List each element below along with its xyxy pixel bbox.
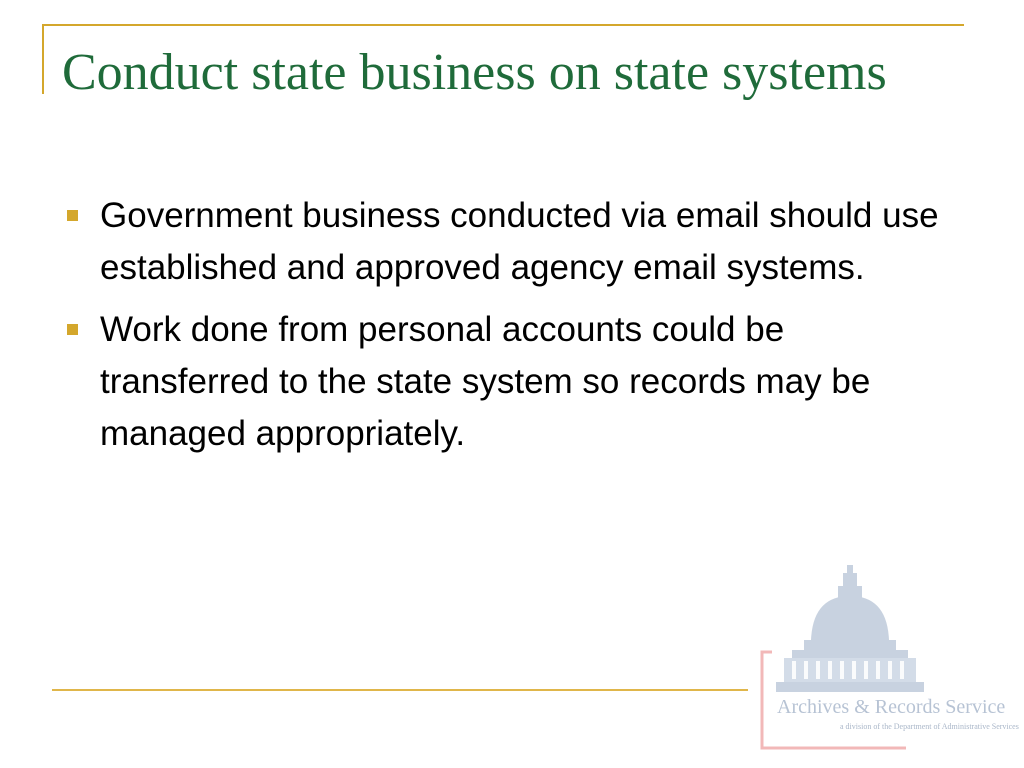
bullet-text: Government business conducted via email should use established and approved agency email systems. bbox=[100, 196, 939, 287]
frame-left-rule bbox=[42, 24, 44, 94]
logo-name: Archives & Records Service bbox=[777, 696, 1006, 718]
frame-top-rule bbox=[42, 24, 964, 26]
bullet-text: Work done from personal accounts could be transferred to the state system so records may be managed appropriately. bbox=[100, 310, 871, 453]
bullet-item-email-systems bbox=[62, 190, 962, 294]
bullet-list bbox=[62, 190, 962, 470]
bullet-item-personal-accounts bbox=[62, 304, 962, 460]
footer-rule bbox=[52, 689, 748, 691]
square-bullet-icon bbox=[67, 324, 78, 335]
slide-title: Conduct state business on state systems bbox=[62, 44, 887, 101]
logo-subtitle: a division of the Department of Administrative Services bbox=[840, 722, 1019, 731]
square-bullet-icon bbox=[67, 210, 78, 221]
